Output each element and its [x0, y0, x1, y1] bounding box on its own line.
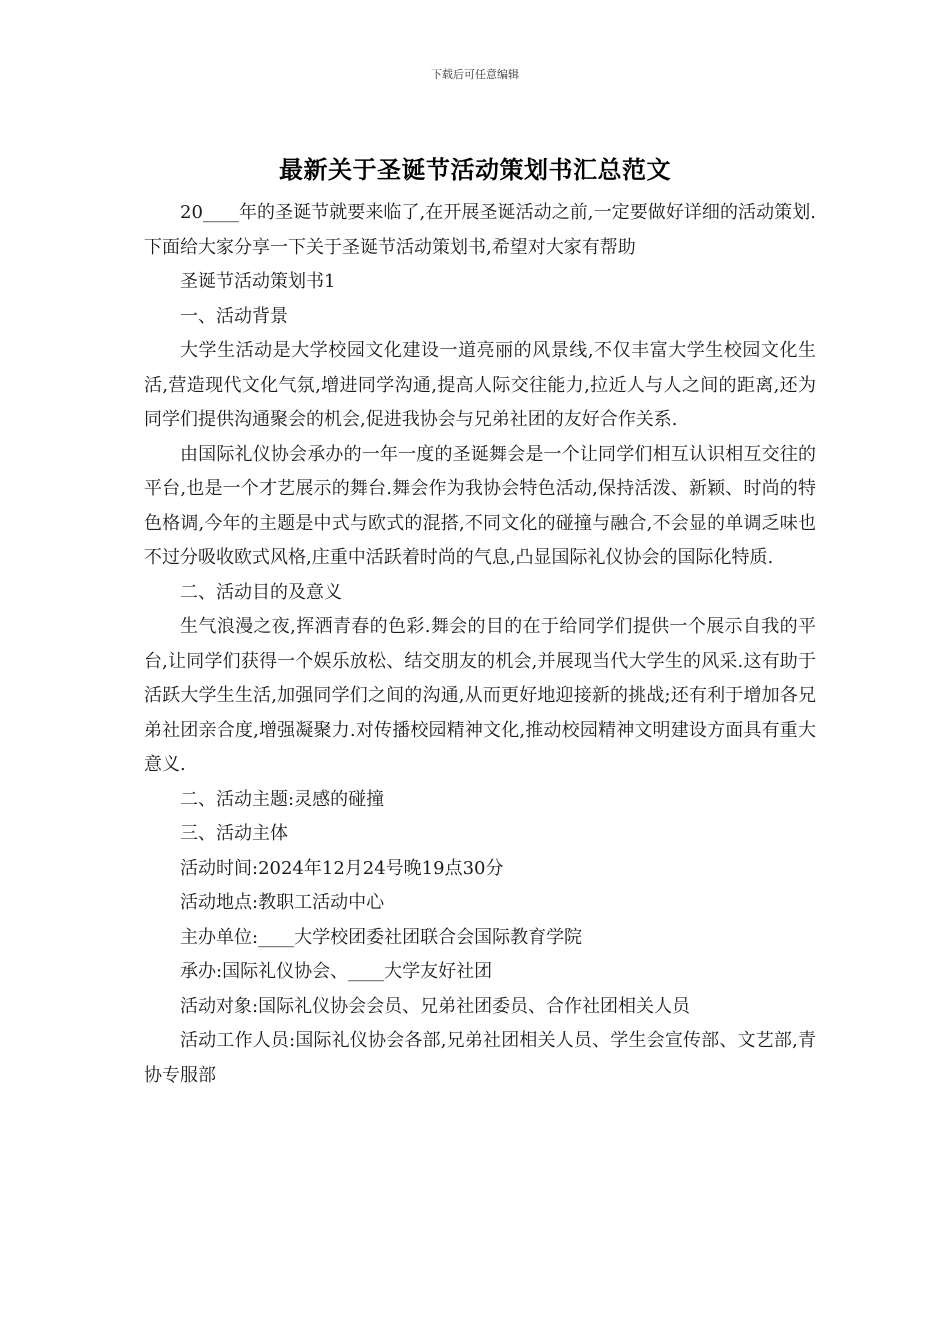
document-body	[144, 196, 816, 1093]
body-paragraph: 大学生活动是大学校园文化建设一道亮丽的风景线,不仅丰富大学生校园文化生活,营造现代文化气氛,增进同学沟通,提高人际交往能力,拉近人与人之间的距离,还为同学们提供沟通聚会的机会,促进我协会与兄弟社团的友好合作关系.	[144, 340, 816, 430]
section-heading: 二、活动目的及意义	[180, 581, 342, 603]
intro-paragraph: 20____年的圣诞节就要来临了,在开展圣诞活动之前,一定要做好详细的活动策划.下面给大家分享一下关于圣诞节活动策划书,希望对大家有帮助	[144, 202, 816, 258]
detail-line: 活动地点:教职工活动中心	[180, 892, 385, 913]
detail-line: 活动时间:2024年12月24号晚19点30分	[180, 857, 504, 879]
section-heading: 圣诞节活动策划书1	[180, 271, 336, 292]
section-heading: 三、活动主体	[180, 823, 288, 844]
section-heading: 一、活动背景	[180, 305, 288, 327]
detail-line: 活动工作人员:国际礼仪协会各部,兄弟社团相关人员、学生会宣传部、文艺部,青协专服部	[144, 1030, 816, 1086]
document-title: 最新关于圣诞节活动策划书汇总范文	[279, 155, 671, 184]
header-note: 下载后可任意编辑	[431, 68, 519, 81]
body-paragraph: 生气浪漫之夜,挥洒青春的色彩.舞会的目的在于给同学们提供一个展示自我的平台,让同学们获得一个娱乐放松、结交朋友的机会,并展现当代大学生的风采.这有助于活跃大学生生活,加强同学们之间的沟通,从而更好地迎接新的挑战;还有利于增加各兄弟社团亲合度,增强凝聚力.对传播校园精神文化,推动校园精神文明建设方面具有重大意义.	[144, 616, 816, 775]
section-heading: 二、活动主题:灵感的碰撞	[180, 788, 385, 810]
body-paragraph: 由国际礼仪协会承办的一年一度的圣诞舞会是一个让同学们相互认识相互交往的平台,也是一个才艺展示的舞台.舞会作为我协会特色活动,保持活泼、新颖、时尚的特色格调,今年的主题是中式与欧式的混搭,不同文化的碰撞与融合,不会显的单调乏味也不过分吸收欧式风格,庄重中活跃着时尚的气息,凸显国际礼仪协会的国际化特质.	[144, 443, 816, 568]
detail-line: 活动对象:国际礼仪协会会员、兄弟社团委员、合作社团相关人员	[180, 995, 691, 1017]
detail-line: 承办:国际礼仪协会、____大学友好社团	[180, 961, 493, 982]
detail-line: 主办单位:____大学校团委社团联合会国际教育学院	[180, 926, 583, 948]
